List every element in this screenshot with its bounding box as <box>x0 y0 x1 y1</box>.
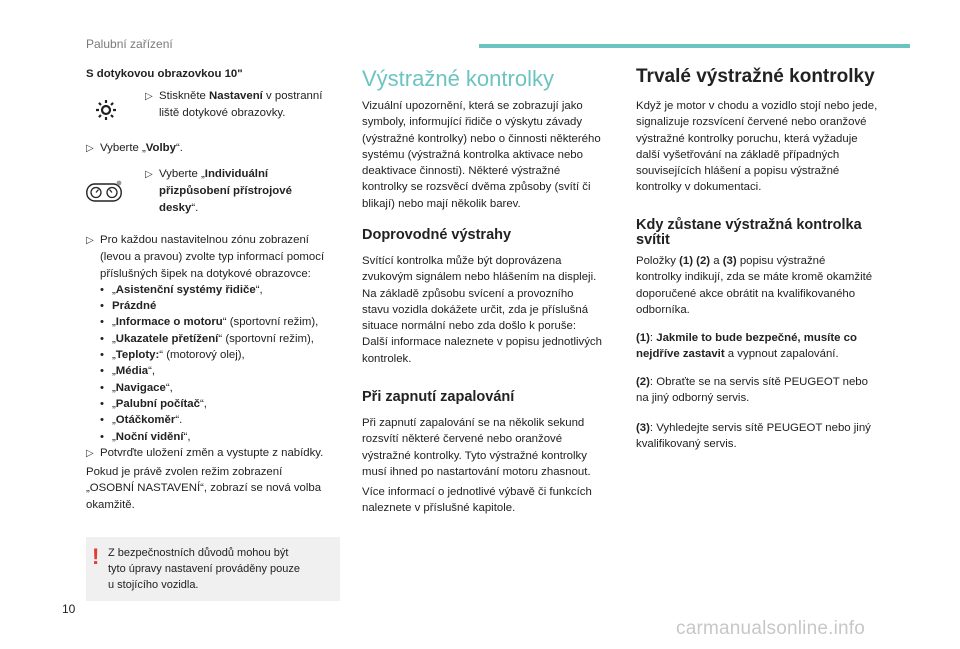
text-line: Při zapnutí zapalování se na několik sekund <box>362 417 585 429</box>
safety-warning-text: Z bezpečnostních důvodů mohou být tyto úpravy nastavení prováděny pouze u stojícího vozidla. <box>108 547 301 591</box>
text-line: kontrolek. <box>362 352 412 365</box>
text-line: Další informace naleznete v popisu jednotlivých <box>362 336 602 349</box>
step-zone-selection: ▷ Pro každou nastavitelnou zónu zobrazení (levou a pravou) zvolte typ informací pomocí příslušných šipek na dotykové obrazovce: • „Asistenční systémy řidiče“, • Prázdné • „Informace o motoru“ (sportovní režim), • „Ukazatele přetížení“ (sportovní režim), • „Teploty:“ (motorový olej), • „Média“, • „Navigace“, • „Palubní počítač“, • „Otáčkoměr“. • „Noční vidění“, ▷ Potvrďte uložení změn a vystupte z nabídky. <box>86 232 348 462</box>
text-line: Více informací o jednotlivé výbavě či funkcích <box>362 486 592 498</box>
warning-lights-title: Výstražné kontrolky <box>362 66 554 91</box>
text-line: kontrolky se rozsvěcí dvěma způsoby (svítí či <box>362 181 591 194</box>
step-select-customization: ▷ Vyberte „Individuální přizpůsobení přístrojové desky“. <box>145 168 292 214</box>
warning-lights-intro <box>362 98 622 212</box>
section-title: Palubní zařízení <box>86 37 173 51</box>
text-line: výstražné kontrolky. Tyto výstražné kontrolky <box>362 449 587 462</box>
warning-icon: ! <box>92 544 100 569</box>
display-mode-note: Pokud je právě zvolen režim zobrazení „OSOBNÍ NASTAVENÍ“, zobrazí se nová volba okamžitě. <box>86 466 322 511</box>
accompanying-alerts-heading: Doprovodné výstrahy <box>362 227 512 243</box>
text-line: deaktivace činnosti). Některé výstražné <box>362 165 561 178</box>
list-item: • „Informace o motoru“ (sportovní režim), <box>86 314 348 330</box>
item-2-text: (2): Obraťte se na servis sítě PEUGEOT nebo na jiný odborný servis. <box>636 376 868 405</box>
text-line: souvisejících hlášení a popisu výstražné <box>636 165 840 178</box>
list-item: • „Otáčkoměr“. <box>86 412 348 428</box>
text-line: blikají) nebo mají několik barev. <box>362 197 521 210</box>
text-line: Vizuální upozornění, která se zobrazují jako <box>362 100 583 112</box>
item-3-text: (3): Vyhledejte servis sítě PEUGEOT nebo jiný kvalifikovaný servis. <box>636 422 871 451</box>
text-line: (výstražné kontrolky) nebo o činnosti některého <box>362 132 601 145</box>
text-line: musí ihned po nastartování motoru zhasnout. <box>362 465 591 478</box>
text-line: symboly, informující řidiče o výskytu závady <box>362 116 583 129</box>
text-line: kontrolky v dokumentaci. <box>636 181 762 194</box>
text-line: rozsvítí některé červené nebo oranžové <box>362 433 563 446</box>
text-line: naleznete v příslušné kapitole. <box>362 502 516 515</box>
list-item: • „Noční vidění“, <box>86 429 348 445</box>
text-line: Svítící kontrolka může být doprovázena <box>362 255 562 267</box>
header-accent-bar <box>479 44 910 48</box>
permanent-warning-text <box>636 98 898 196</box>
list-item: • „Ukazatele přetížení“ (sportovní režim), <box>86 331 348 347</box>
list-item: • „Teploty:“ (motorový olej), <box>86 347 348 363</box>
instrument-panel-icon <box>86 180 122 202</box>
arrow-bullet-icon: ▷ <box>145 169 153 180</box>
text-line: Na základě způsobu svícení a provozního <box>362 287 574 300</box>
ignition-on-heading: Při zapnutí zapalování <box>362 389 515 405</box>
text-line: výstražné kontrolky poruchu, která vyžaduje <box>636 132 858 145</box>
text-line: signalizuje rozsvícení červené nebo oranžové <box>636 116 867 129</box>
arrow-bullet-icon: ▷ <box>86 235 94 246</box>
list-item: • Prázdné <box>86 298 348 314</box>
step-press-settings: ▷ Stiskněte Nastavení v postranní liště dotykové obrazovky. <box>145 90 323 120</box>
text-line: systému (výstražná kontrolka aktivace nebo <box>362 148 583 161</box>
watermark: carmanualsonline.info <box>676 618 866 639</box>
item-1-text: (1): Jakmile to bude bezpečné, musíte co nejdříve zastavit a vypnout zapalování. <box>636 332 857 361</box>
items-explanation: Položky (1) (2) a (3) popisu výstražné kontrolky indikují, zda se máte kromě okamžité doporučené akce obrátit na kvalifikovaného odborníka. <box>636 255 873 316</box>
light-stays-on-heading: Kdy zůstane výstražná kontrolka svítit <box>636 217 862 248</box>
list-item: • „Média“, <box>86 363 348 379</box>
list-item: • „Asistenční systémy řidiče“, <box>86 282 348 298</box>
intro-heading: S dotykovou obrazovkou 10" <box>86 68 243 80</box>
text-line: stavu vozidla dokážete určit, zda je příslušná <box>362 303 589 316</box>
text-line: další vyšetřování na základě případných <box>636 148 840 161</box>
accompanying-alerts-text <box>362 253 622 367</box>
gear-icon <box>94 98 118 122</box>
text-line: Když je motor v chodu a vozidlo stojí nebo jede, <box>636 100 878 112</box>
step-select-options: ▷ Vyberte „Volby“. <box>86 140 183 157</box>
arrow-bullet-icon: ▷ <box>86 143 94 154</box>
list-item: • „Palubní počítač“, <box>86 396 348 412</box>
list-item: • „Navigace“, <box>86 380 348 396</box>
text-line: situace normální nebo zda došlo k poruše: <box>362 320 577 333</box>
text-line: zvukovým signálem nebo hlášením na displeji. <box>362 271 597 284</box>
page-number: 10 <box>62 602 76 616</box>
safety-warning-box <box>86 537 340 601</box>
arrow-bullet-icon: ▷ <box>86 447 94 459</box>
info-type-list <box>86 282 348 445</box>
more-info-text <box>362 484 622 517</box>
permanent-warning-lights-title: Trvalé výstražné kontrolky <box>636 66 875 87</box>
arrow-bullet-icon: ▷ <box>145 91 153 102</box>
ignition-on-text <box>362 415 622 480</box>
